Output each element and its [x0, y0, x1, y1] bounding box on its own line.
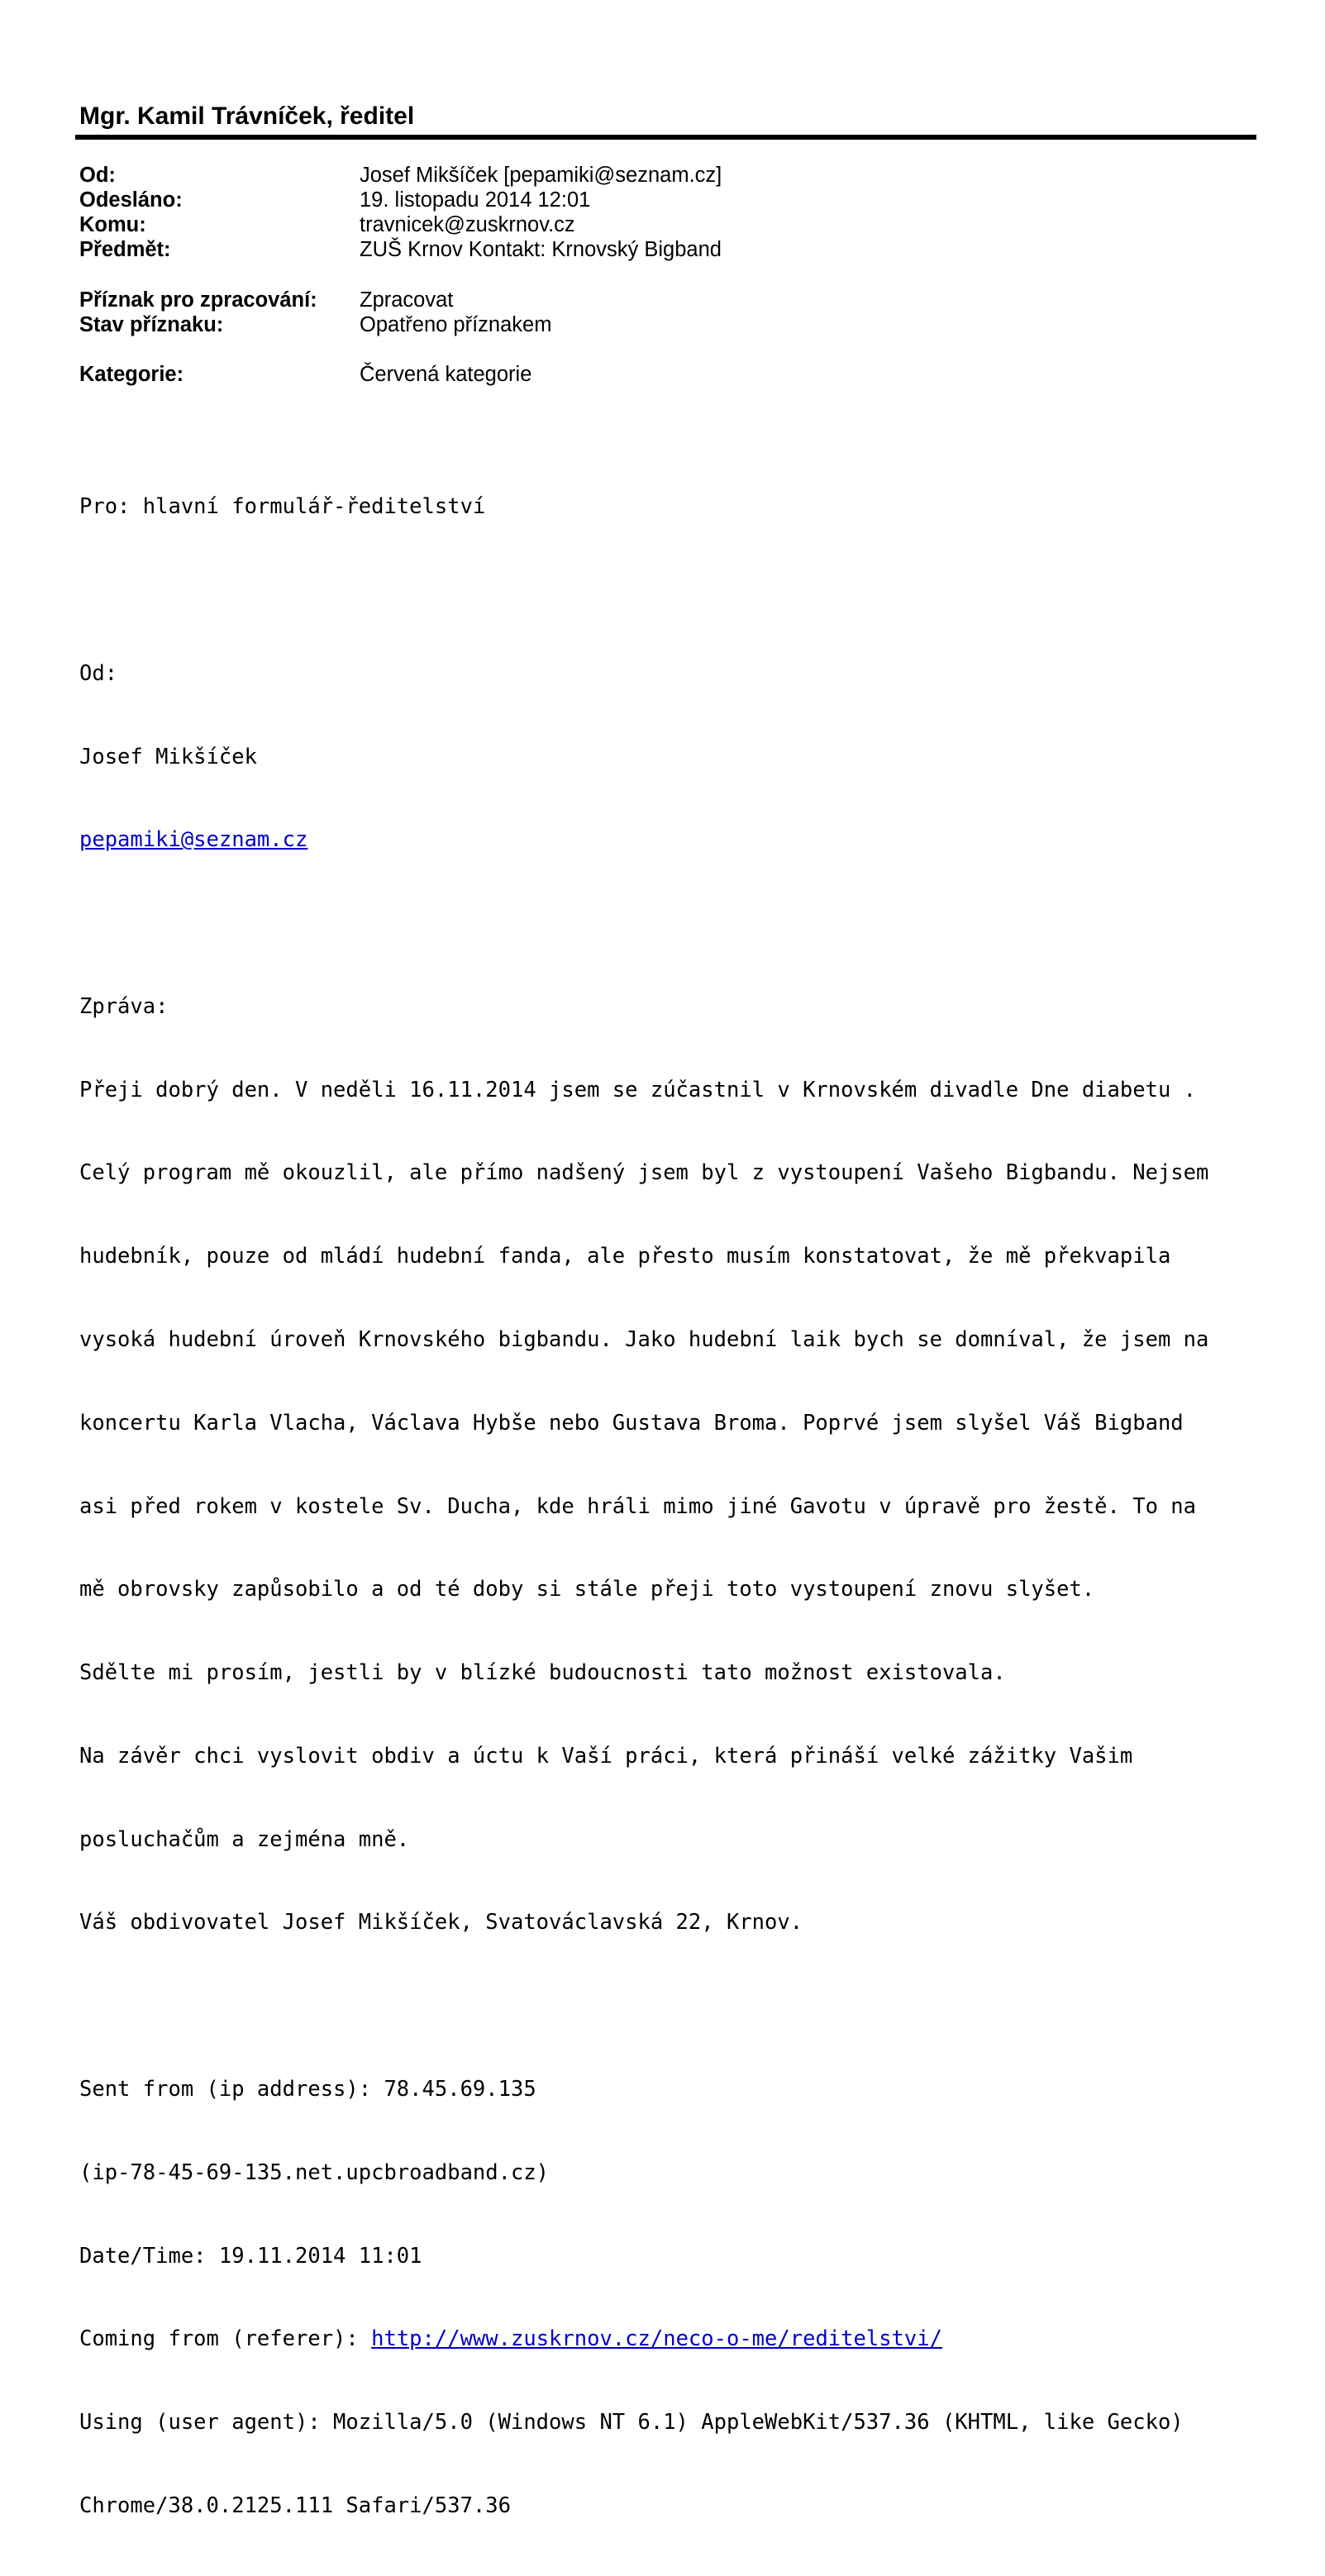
flag-status-label: Stav příznaku: [79, 313, 224, 336]
message-body [79, 438, 1208, 2576]
category-value: Červená kategorie [360, 363, 532, 386]
message-line: hudebník, pouze od mládí hudební fanda, ale přesto musím konstatovat, že mě překvapila [79, 1244, 1171, 1269]
sent-value: 19. listopadu 2014 12:01 [360, 188, 591, 212]
message-line: asi před rokem v kostele Sv. Ducha, kde hráli mimo jiné Gavotu v úpravě pro žestě. To na [79, 1493, 1197, 1519]
to-value: travnicek@zuskrnov.cz [360, 213, 575, 236]
flag-label: Příznak pro zpracování: [79, 288, 317, 312]
referer-link[interactable]: http://www.zuskrnov.cz/neco-o-me/reditelstvi/ [371, 2326, 942, 2352]
sender-name: Josef Mikšíček [79, 744, 257, 769]
from-heading: Od: [79, 660, 118, 686]
message-line: posluchačům a zejména mně. [79, 1826, 410, 1852]
message-line: Váš obdivovatel Josef Mikšíček, Svatováclavská 22, Krnov. [79, 1910, 803, 1936]
referer-prefix: Coming from (referer): [79, 2326, 372, 2352]
user-agent-line: Using (user agent): Mozilla/5.0 (Windows NT 6.1) AppleWebKit/537.36 (KHTML, like Gecko) [79, 2410, 1184, 2436]
user-agent-line-continued: Chrome/38.0.2125.111 Safari/537.36 [79, 2493, 511, 2518]
message-line: mě obrovsky zapůsobilo a od té doby si stále přeji toto vystoupení znovu slyšet. [79, 1577, 1095, 1602]
message-line: koncertu Karla Vlacha, Václava Hybše nebo Gustava Broma. Poprvé jsem slyšel Váš Bigband [79, 1410, 1184, 1436]
message-heading: Zpráva: [79, 993, 169, 1019]
message-line: Celý program mě okouzlil, ale přímo nadšený jsem byl z vystoupení Vašeho Bigbandu. Nejsem [79, 1160, 1209, 1186]
flag-value: Zpracovat [360, 288, 454, 312]
sent-from-ip-line: Sent from (ip address): 78.45.69.135 [79, 2077, 536, 2102]
header-divider [75, 135, 1256, 140]
sender-email-link[interactable]: pepamiki@seznam.cz [79, 827, 308, 853]
category-label: Kategorie: [79, 363, 184, 386]
sent-label: Odesláno: [79, 188, 183, 212]
blank-line [79, 910, 1208, 938]
blank-line [79, 1993, 1208, 2021]
flag-status-value: Opatřeno příznakem [360, 313, 552, 336]
hostname-line: (ip-78-45-69-135.net.upcbroadband.cz) [79, 2159, 550, 2185]
referer-line [79, 2326, 1208, 2354]
subject-value: ZUŠ Krnov Kontakt: Krnovský Bigband [360, 238, 722, 261]
mailbox-owner-title: Mgr. Kamil Trávníček, ředitel [79, 102, 415, 130]
subject-label: Předmět: [79, 238, 171, 261]
datetime-line: Date/Time: 19.11.2014 11:01 [79, 2243, 422, 2269]
message-line: Přeji dobrý den. V neděli 16.11.2014 jsem se zúčastnil v Krnovském divadle Dne diabetu . [79, 1077, 1197, 1102]
blank-line [79, 577, 1208, 605]
to-label: Komu: [79, 213, 146, 236]
recipient-form-line: Pro: hlavní formulář-ředitelství [79, 494, 486, 520]
message-line: Na závěr chci vyslovit obdiv a úctu k Vaší práci, která přináší velké zážitky Vašim [79, 1743, 1133, 1769]
from-label: Od: [79, 164, 116, 187]
from-value: Josef Mikšíček [pepamiki@seznam.cz] [360, 164, 722, 187]
sender-email-line [79, 826, 1208, 855]
message-line: Sdělte mi prosím, jestli by v blízké budoucnosti tato možnost existovala. [79, 1660, 1006, 1686]
message-line: vysoká hudební úroveň Krnovského bigbandu. Jako hudební laik bych se domníval, že jsem na [79, 1327, 1209, 1352]
